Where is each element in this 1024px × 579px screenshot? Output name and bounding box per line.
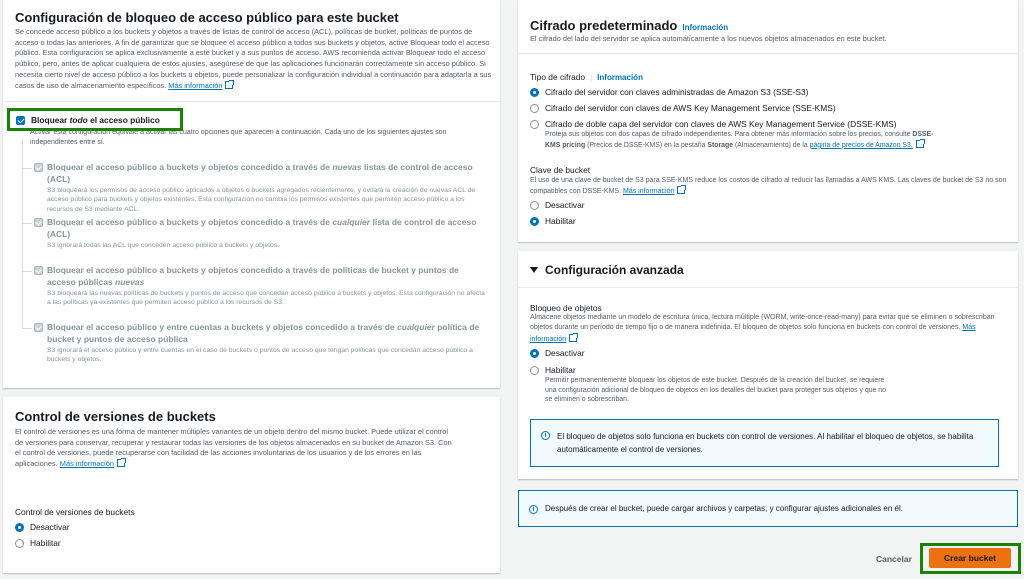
block-any-policies-option — [47, 321, 490, 365]
divider — [518, 287, 1018, 288]
caret-down-icon — [530, 267, 538, 273]
bucket-key-disable-option[interactable]: Desactivar — [530, 200, 585, 210]
block-all-highlight — [7, 108, 183, 131]
block-public-access-description: Se concede acceso público a los buckets y objetos a través de listas de control de acceso (ACL), políticas de bucket, políticas de puntos de acceso o todas las anteriores. A fin de garantizar que se bloquee el acceso público a todos sus buckets y objetos, active Bloquear todo el acceso público. Esta configuración se aplica exclusivamente a este bucket y a sus puntos de acceso. AWS recomienda activar Bloquear todo el acceso público, pero, antes de aplicar cualquiera de estos ajustes, asegúrese de que las aplicaciones funcionarán correctamente sin acceso público. Si necesita cierto nivel de acceso público a los buckets u objetos, puede personalizar la configuración individual a continuación para adaptarla a sus casos de uso de almacenamiento específicos. Más información — [15, 27, 492, 90]
radio-button[interactable] — [530, 201, 539, 210]
radio-button[interactable] — [530, 366, 539, 375]
cancel-button[interactable]: Cancelar — [876, 554, 912, 564]
encryption-description: El cifrado del lado del servidor se aplica automáticamente a los nuevos objetos almacenados en este bucket. — [530, 34, 887, 43]
encryption-type-label-row — [530, 72, 643, 82]
block-any-policies-description: S3 ignorará el acceso público y entre cuentas en el caso de buckets o puntos de acceso que tengan políticas que concedan acceso público a buckets y objetos. — [47, 347, 473, 364]
divider — [3, 101, 500, 102]
divider — [518, 53, 1018, 54]
tree-branch — [22, 223, 32, 224]
block-public-access-title: Configuración de bloqueo de acceso público para este bucket — [15, 10, 399, 25]
block-new-acl-option — [47, 161, 490, 214]
object-lock-enable-description: Permitir permanentemente bloquear los objetos de este bucket. Después de la creación del bucket, se requiere una configuración adicional de bloqueo de objetos en los detalles del bucket para proteger sus objetos y que no se eliminen o sobrescriban. — [545, 377, 886, 404]
block-new-policies-option — [47, 264, 490, 308]
encryption-header — [530, 18, 728, 33]
object-lock-radio-group — [530, 348, 890, 405]
block-new-acl-label: Bloquear el acceso público a buckets y objetos concedido a través de nuevas listas de control de acceso (ACL) — [47, 162, 473, 184]
info-icon: i — [529, 505, 538, 514]
bucket-key-enable-option[interactable]: Habilitar — [530, 216, 585, 226]
separator: | — [590, 73, 593, 82]
object-lock-enable-option[interactable]: Habilitar — [530, 365, 890, 375]
versioning-panel — [3, 397, 500, 573]
block-any-acl-description: S3 ignorará todas las ACL que conceden acceso público a buckets y objetos. — [47, 242, 280, 249]
external-link-icon — [225, 81, 233, 89]
block-any-acl-label: Bloquear el acceso público a buckets y objetos concedido a través de cualquier lista de control de acceso (ACL) — [47, 217, 477, 239]
block-any-policies-label: Bloquear el acceso público y entre cuentas a buckets y objetos concedido a través de cualquier política de bucket y puntos de acceso pública — [47, 322, 480, 344]
dsse-kms-option[interactable]: Cifrado de doble capa del servidor con claves de AWS Key Management Service (DSSE-KMS) — [530, 119, 945, 129]
block-any-policies-checkbox[interactable] — [34, 323, 43, 332]
block-new-policies-description: S3 bloqueará las nuevas políticas de buckets y puntos de acceso que concedan acceso público a buckets y objetos. Esta configuración no afecta a las políticas ya existentes que permiten acceso público a los recursos de S3. — [47, 290, 485, 307]
radio-button[interactable] — [530, 217, 539, 226]
bucket-key-description: El uso de una clave de bucket de S3 para SSE-KMS reduce los costos de cifrado al reducir las llamadas a AWS KMS. Las claves de bucket de S3 no son compatibles con DSSE-KMS. Más información — [530, 177, 1007, 195]
object-lock-disable-option[interactable]: Desactivar — [530, 348, 890, 358]
tree-branch — [22, 271, 32, 272]
radio-button[interactable] — [15, 523, 24, 532]
versioning-description: El control de versiones es una forma de mantener múltiples variantes de un objeto dentro del mismo bucket. Puede utilizar el control de versiones para conservar, recuperar y restaurar todas las versiones de los objetos almacenados en su bucket de Amazon S3. Con el control de versiones, puede recuperarse con facilidad de las acciones involuntarias de los usuarios y de los errores en las aplicaciones. Más información — [15, 427, 452, 469]
block-all-label: Bloquear todo el acceso público — [31, 115, 160, 125]
block-any-acl-option — [47, 216, 490, 250]
post-create-info-alert: i Después de crear el bucket, puede cargar archivos y carpetas, y configurar ajustes adicionales en él. — [518, 490, 1018, 527]
tree-branch — [22, 168, 32, 169]
block-new-acl-description: S3 bloqueará los permisos de acceso público aplicados a objetos o buckets agregados recientemente, y evitará la creación de nuevas ACL de acceso público para buckets y objetos existentes. Esta configuración no cambia los permisos existentes que permiten acceso público a los recursos de S3 mediante ACL. — [47, 187, 476, 213]
more-info-link[interactable]: Más información — [168, 80, 223, 90]
radio-button[interactable] — [530, 120, 539, 129]
versioning-radio-group — [15, 522, 70, 554]
encryption-type-info-link[interactable]: Información — [597, 73, 643, 82]
more-info-link[interactable]: Más información — [623, 188, 675, 195]
create-bucket-highlight — [920, 543, 1021, 574]
block-new-policies-checkbox[interactable] — [34, 266, 43, 275]
dsse-kms-description: Proteja sus objetos con dos capas de cifrado independientes. Para obtener más información sobre los precios, consulte DSSE-KMS pricing (Precios de DSSE-KMS) en la pestaña Storage (Almacenamiento) de la página de precios de Amazon S3. — [545, 131, 934, 149]
encryption-title: Cifrado predeterminado — [530, 18, 678, 33]
encryption-type-radio-group — [530, 87, 945, 150]
versioning-title: Control de versiones de buckets — [15, 409, 216, 424]
encryption-info-link[interactable]: Información — [682, 23, 729, 32]
versioning-disable-option[interactable]: Desactivar — [15, 522, 70, 532]
advanced-settings-title: Configuración avanzada — [545, 263, 684, 277]
object-lock-label: Bloqueo de objetos — [530, 303, 602, 313]
object-lock-description: Almacene objetos mediante un modelo de escritura única, lectura múltiple (WORM, write-once-read-many) para evitar que se eliminen o sobrescriban objetos durante un período de tiempo fijo o de manera indefinida. El bloqueo de objetos solo funciona en buckets con control de versiones. Más información — [530, 314, 995, 343]
versioning-enable-option[interactable]: Habilitar — [15, 538, 70, 548]
block-public-access-panel — [3, 0, 500, 388]
advanced-settings-panel — [518, 251, 1018, 479]
encryption-type-label: Tipo de cifrado — [530, 72, 586, 82]
s3-pricing-link[interactable]: página de precios de Amazon S3. — [809, 141, 913, 149]
external-link-icon — [677, 186, 685, 194]
external-link-icon — [916, 140, 924, 148]
versioning-field-label: Control de versiones de buckets — [15, 507, 135, 517]
create-bucket-button[interactable]: Crear bucket — [929, 548, 1011, 568]
bucket-key-label: Clave de bucket — [530, 165, 591, 175]
object-lock-info-alert: i El bloqueo de objetos solo funciona en buckets con control de versiones. Al habilitar el bloqueo de objetos, se habilita automáticamente el control de versiones. — [530, 419, 999, 467]
radio-button[interactable] — [530, 104, 539, 113]
info-icon: i — [541, 431, 550, 440]
more-info-link[interactable]: Más información — [59, 459, 115, 469]
encryption-panel — [518, 0, 1018, 242]
more-info-link[interactable]: Más información — [530, 324, 976, 343]
radio-button[interactable] — [530, 88, 539, 97]
sse-s3-option[interactable]: Cifrado del servidor con claves administradas de Amazon S3 (SSE-S3) — [530, 87, 945, 97]
external-link-icon — [117, 459, 125, 467]
advanced-settings-header[interactable] — [530, 263, 684, 277]
block-new-acl-checkbox[interactable] — [34, 163, 43, 172]
sse-kms-option[interactable]: Cifrado del servidor con claves de AWS Key Management Service (SSE-KMS) — [530, 103, 945, 113]
radio-button[interactable] — [15, 539, 24, 548]
external-link-icon — [569, 334, 577, 342]
radio-button[interactable] — [530, 349, 539, 358]
block-new-policies-label: Bloquear el acceso público a buckets y objetos concedido a través de políticas de bucket y puntos de acceso públicas nuevas — [47, 265, 459, 287]
bucket-key-radio-group — [530, 200, 585, 232]
block-any-acl-checkbox[interactable] — [34, 218, 43, 227]
tree-branch — [22, 328, 32, 329]
block-all-description: Activar esta configuración equivale a activar las cuatro opciones que aparecen a continuación. Cada uno de los siguientes ajustes son independientes entre sí. — [30, 129, 447, 146]
